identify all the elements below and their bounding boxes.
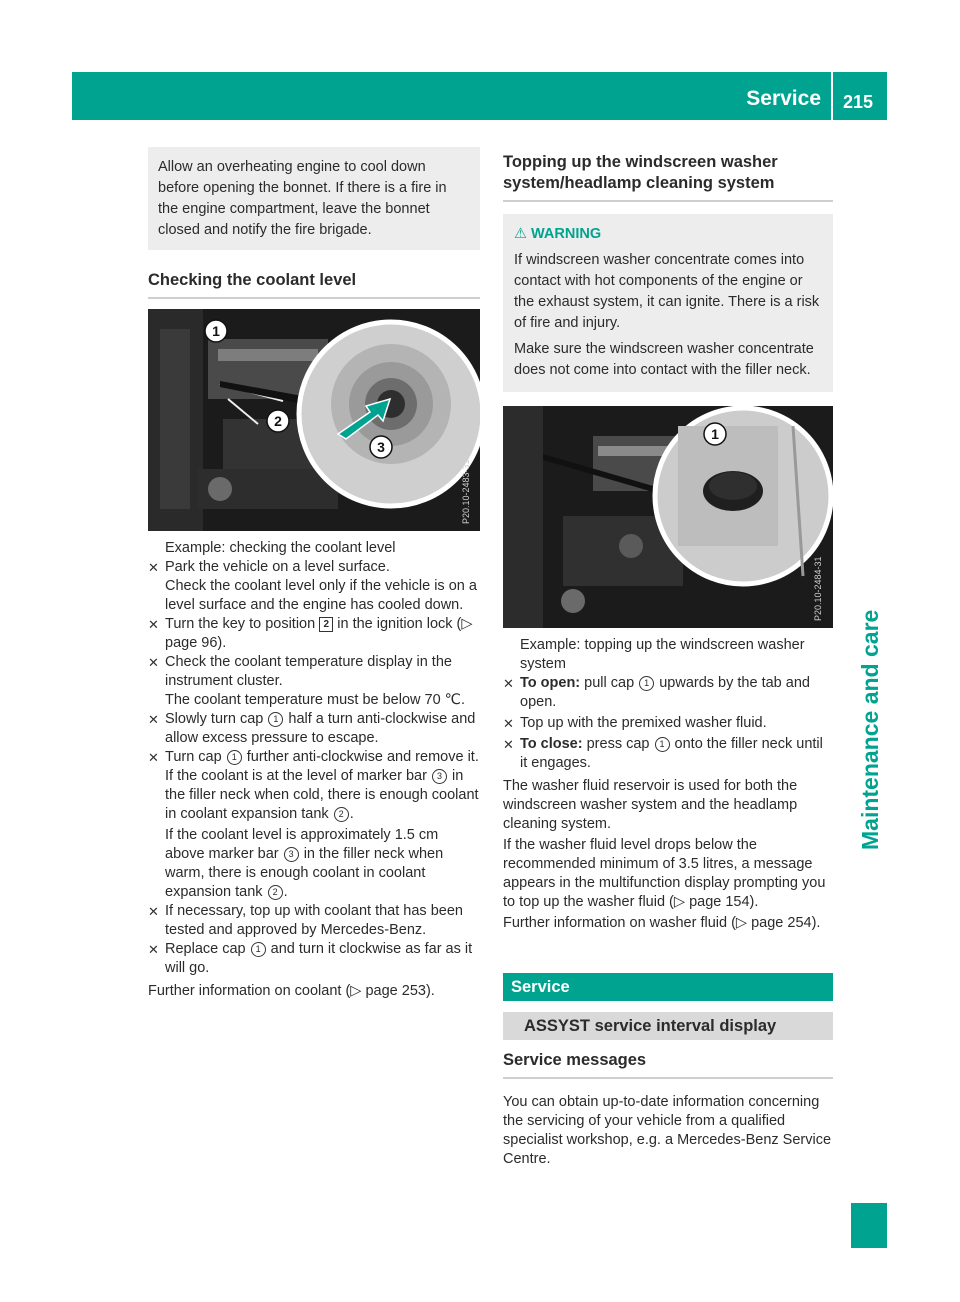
assyst-heading: ASSYST service interval display	[503, 1012, 833, 1040]
step-text: Park the vehicle on a level surface.	[165, 559, 390, 575]
step-arrow-icon: ✕	[148, 617, 159, 632]
coolant-photo-code: P20.10-2483-31	[461, 459, 471, 524]
step-check-temperature: ✕ Check the coolant temperature display in the instrument cluster. The coolant temperature must be below 70 ℃.	[148, 654, 465, 708]
warning-text: If windscreen washer concentrate comes into contact with hot components of the engine or the exhaust system, it can ignite. There is a risk of fire and injury.	[514, 252, 820, 331]
page-number: 215	[843, 92, 874, 112]
marker-2-label: 2	[274, 413, 282, 429]
service-section-heading: Service	[503, 973, 833, 1001]
header-divider	[831, 72, 833, 120]
page-ref-arrow-icon: ▷	[735, 915, 748, 931]
marker-3-badge: 3	[432, 769, 447, 784]
step-arrow-icon: ✕	[148, 904, 159, 919]
step-slowly-turn-cap: ✕ Slowly turn cap 1 half a turn anti-clockwise and allow excess pressure to escape.	[148, 711, 476, 746]
coolant-further-info: Further information on coolant (▷ page 253).	[148, 983, 435, 999]
step-arrow-icon: ✕	[148, 750, 159, 765]
warning-triangle-icon: ⚠	[514, 226, 527, 242]
warning-instruction: Make sure the windscreen washer concentrate does not come into contact with the filler neck.	[514, 341, 814, 378]
side-tab-label: Maintenance and care	[857, 609, 883, 850]
marker-1-badge: 1	[655, 737, 670, 752]
header-title: Service	[746, 87, 821, 110]
marker-1-badge: 1	[639, 676, 654, 691]
step-arrow-icon: ✕	[148, 560, 159, 575]
step-park	[148, 558, 480, 615]
page-ref-arrow-icon: ▷	[673, 894, 686, 910]
coolant-photo	[148, 309, 480, 531]
marker-1-badge: 1	[251, 942, 266, 957]
coolant-caption: Example: checking the coolant level	[165, 540, 396, 556]
washer-photo-code: P20.10-2484-31	[813, 556, 823, 621]
marker-1-label: 1	[711, 426, 719, 442]
page-ref-link[interactable]: page 96).	[165, 635, 227, 651]
step-arrow-icon: ✕	[148, 712, 159, 727]
step-open: ✕ To open: pull cap 1 upwards by the tab and open.	[503, 675, 810, 710]
marker-1-badge: 1	[268, 712, 283, 727]
overheating-note: Allow an overheating engine to cool down before opening the bonnet. If there is a fire in the engine compartment, leave the bonnet closed and notify the fire brigade.	[148, 147, 480, 250]
step-close: ✕ To close: press cap 1 onto the filler neck until it engages.	[503, 736, 823, 771]
page-ref-link[interactable]: page 254).	[751, 915, 821, 931]
page-ref-arrow-icon: ▷	[350, 983, 362, 999]
page-ref-link[interactable]: page 154).	[689, 894, 759, 910]
step-top-up-washer: ✕ Top up with the premixed washer fluid.	[503, 715, 767, 731]
side-tab-marker	[851, 1203, 887, 1248]
washer-further-info: Further information on washer fluid (▷ page 254).	[503, 915, 821, 931]
step-arrow-icon: ✕	[148, 655, 159, 670]
service-messages-heading: Service messages	[503, 1050, 833, 1079]
marker-2-badge: 2	[334, 807, 349, 822]
left-column	[148, 147, 480, 1001]
step-turn-key: ✕ Turn the key to position 2 in the ignition lock (▷ page 96).	[148, 616, 473, 651]
washer-reservoir-text: The washer fluid reservoir is used for both the windscreen washer system and the headlamp cleaning system.	[503, 778, 798, 832]
page-ref-arrow-icon: ▷	[461, 616, 473, 632]
washer-caption: Example: topping up the windscreen washer system	[520, 637, 805, 672]
marker-1-badge: 1	[227, 750, 242, 765]
washer-photo	[503, 406, 833, 628]
step-replace-cap: ✕ Replace cap 1 and turn it clockwise as far as it will go.	[148, 941, 473, 976]
page-ref-link[interactable]: page 253).	[365, 983, 435, 999]
marker-3-badge: 3	[284, 847, 299, 862]
warning-box	[503, 214, 833, 392]
service-info-text: You can obtain up-to-date information concerning the servicing of your vehicle from a qualified specialist workshop, e.g. a Mercedes-Benz Service Centre.	[503, 1094, 832, 1167]
key-position-icon: 2	[319, 617, 333, 632]
page-header	[72, 72, 887, 120]
step-top-up-coolant: ✕ If necessary, top up with coolant that has been tested and approved by Mercedes-Benz.	[148, 903, 463, 938]
marker-3-label: 3	[377, 439, 385, 455]
step-arrow-icon: ✕	[148, 942, 159, 957]
warning-label: WARNING	[531, 226, 602, 242]
washer-heading: Topping up the windscreen washer system/headlamp cleaning system	[503, 152, 833, 202]
step-arrow-icon: ✕	[503, 737, 514, 752]
marker-1-label: 1	[212, 323, 220, 339]
step-arrow-icon: ✕	[503, 716, 514, 731]
coolant-heading: Checking the coolant level	[148, 270, 480, 299]
marker-2-badge: 2	[268, 885, 283, 900]
right-column	[503, 152, 833, 1169]
step-subtext: Check the coolant level only if the vehicle is on a level surface and the engine has cooled down.	[165, 578, 477, 613]
step-remove-cap: ✕ Turn cap 1 further anti-clockwise and remove it. If the coolant is at the level of marker bar 3 in the filler neck when cold, there is enough coolant in coolant expansion tank 2 . If the coolant level is approximately 1.5 cm above marker bar 3 in the filler neck when warm, there is enough coolant in coolant expansion tank 2 .	[148, 749, 479, 900]
step-arrow-icon: ✕	[503, 676, 514, 691]
washer-level-text: If the washer fluid level drops below the recommended minimum of 3.5 litres, a message appears in the multifunction display prompting you to top up the washer fluid (▷ page 154).	[503, 837, 826, 910]
